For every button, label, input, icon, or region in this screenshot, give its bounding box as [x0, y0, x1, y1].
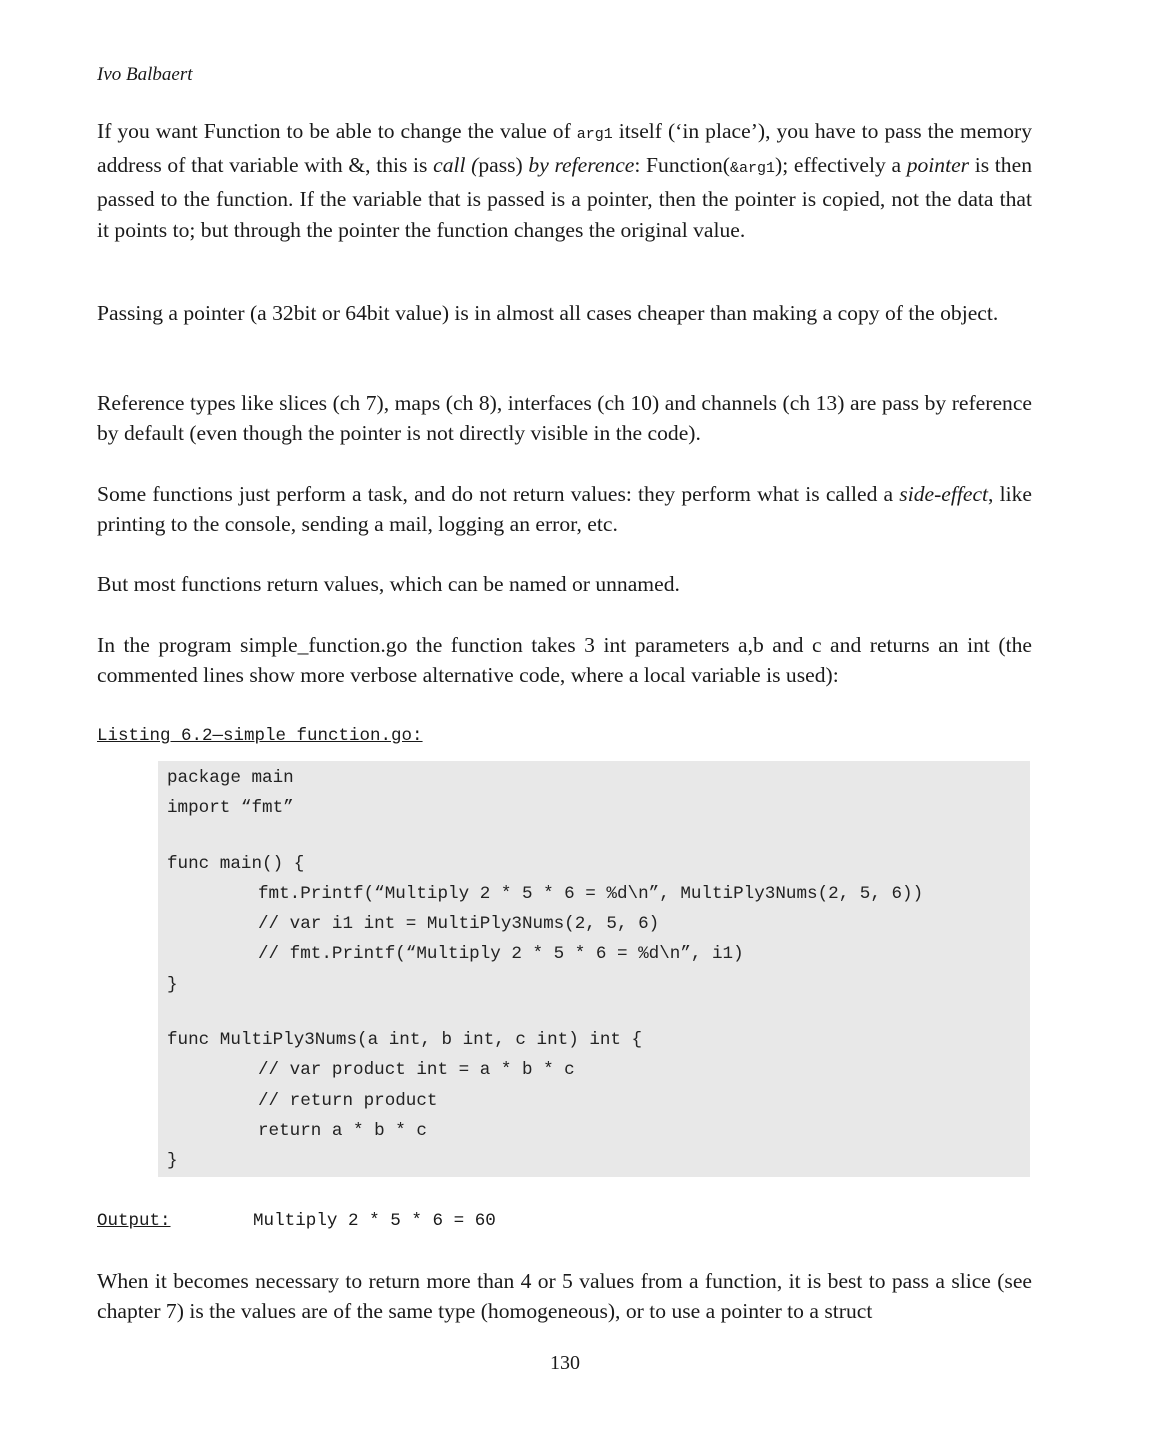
text: is then passed to the function. If the variable that is passed is a pointer, then the pointer is copied, not the data that it points to; but through the pointer the function changes the original value.	[97, 153, 1032, 242]
paragraph-pass-by-reference	[97, 116, 1032, 245]
code-lines	[167, 763, 923, 1177]
text: : Function(	[634, 153, 731, 178]
code-line: import “fmt”	[167, 798, 294, 819]
italic-term: side-effect	[899, 482, 989, 506]
text: ); effectively a	[775, 153, 907, 178]
running-header-author: Ivo Balbaert	[97, 64, 193, 85]
code-line: func MultiPly3Nums(a int, b int, c int) int {	[167, 1030, 643, 1051]
inline-code: arg1	[576, 126, 613, 143]
code-line: package main	[167, 768, 294, 788]
code-line: // return product	[258, 1090, 438, 1111]
paragraph-program-intro: In the program simple_function.go the function takes 3 int parameters a,b and c and returns an int (the commented lines show more verbose alternative code, where a local variable is used):	[97, 633, 1032, 688]
code-line: // var product int = a * b * c	[258, 1060, 575, 1081]
code-line: fmt.Printf(“Multiply 2 * 5 * 6 = %d\n”, MultiPly3Nums(2, 5, 6))	[258, 883, 924, 904]
paragraph-pointer-cost: Passing a pointer (a 32bit or 64bit value) is in almost all cases cheaper than making a copy of the object.	[97, 301, 999, 325]
code-blank-line	[167, 824, 923, 849]
output-value: Multiply 2 * 5 * 6 = 60	[253, 1211, 496, 1231]
text: Some functions just perform a task, and do not return values: they perform what is called a	[97, 482, 900, 506]
text: If you want Function to be able to change the value of	[97, 119, 577, 143]
code-line: // var i1 int = MultiPly3Nums(2, 5, 6)	[258, 914, 660, 935]
page-number: 130	[550, 1352, 580, 1374]
text: itself (‘in place’), you have to pass the memory address of that variable with &, this is	[97, 119, 1032, 178]
code-block	[158, 761, 1030, 1177]
code-line: }	[167, 1151, 178, 1172]
code-line: return a * b * c	[258, 1120, 427, 1141]
paragraph-return-values: But most functions return values, which can be named or unnamed.	[97, 572, 680, 596]
output-label: Output:	[97, 1211, 171, 1231]
code-line: // fmt.Printf(“Multiply 2 * 5 * 6 = %d\n”, i1)	[258, 944, 744, 965]
italic-term: pointer	[906, 153, 970, 178]
italic-term: by reference	[528, 153, 635, 178]
inline-code: &arg1	[730, 160, 776, 178]
paragraph-side-effects	[97, 479, 1032, 539]
listing-label: Listing 6.2—simple_function.go:	[97, 726, 423, 746]
paragraph-multiple-returns: When it becomes necessary to return more than 4 or 5 values from a function, it is best to pass a slice (see chapter 7) is the values are of the same type (homogeneous), or to use a pointer to a struct	[97, 1269, 1032, 1324]
code-line: }	[167, 974, 178, 995]
text: , like printing to the console, sending a mail, logging an error, etc.	[97, 482, 1032, 537]
code-line: func main() {	[167, 853, 305, 874]
code-blank-line	[167, 1000, 923, 1025]
paragraph-reference-types: Reference types like slices (ch 7), maps (ch 8), interfaces (ch 10) and channels (ch 13) are pass by reference by default (even though the pointer is not directly visible in the code).	[97, 391, 1032, 446]
italic-term: call (	[433, 153, 479, 178]
text: pass)	[478, 153, 529, 178]
